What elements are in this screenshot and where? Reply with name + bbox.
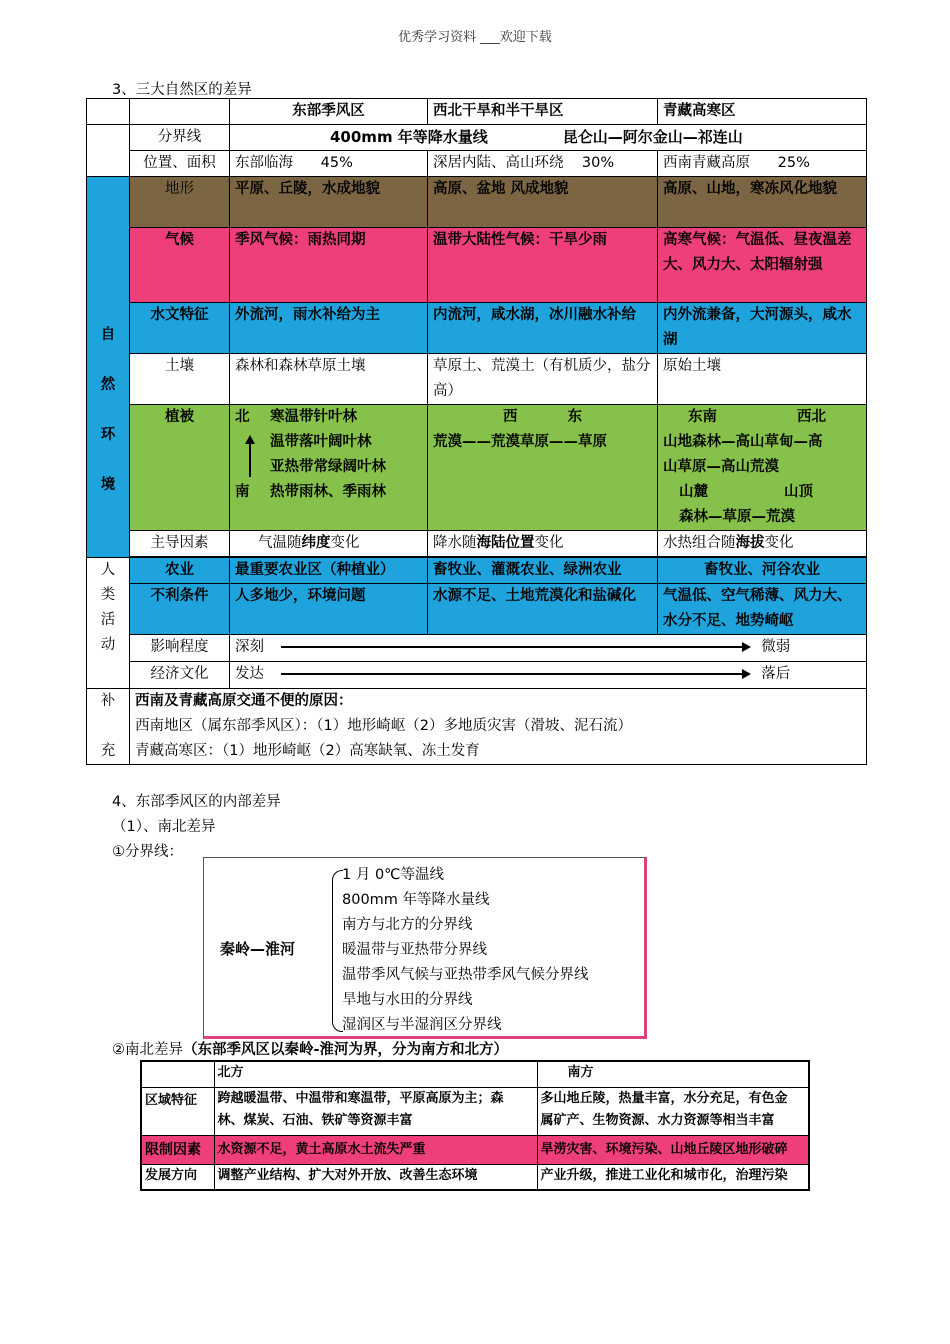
boundary-line-2: 昆仑山—阿尔金山—祁连山 [562, 128, 743, 146]
group-char: 补 [100, 693, 116, 709]
item-north-south-title [112, 1038, 508, 1059]
row-label-dominant: 主导因素 [130, 531, 230, 557]
soil-northwest: 草原土、荒漠土（有机质少，盐分高） [428, 354, 658, 405]
row-label-adverse: 不利条件 [130, 584, 230, 635]
vegetation-east [230, 405, 428, 531]
right-arrow-icon [281, 642, 751, 652]
vegetation-east-line: 热带雨林、季雨林 [270, 484, 386, 500]
group-char: 类 [100, 587, 116, 603]
agriculture-qingzang: 畜牧业、河谷农业 [658, 558, 867, 584]
direction-top: 山顶 [784, 484, 813, 500]
direction-southeast: 东南 [688, 409, 717, 425]
box-label: 秦岭—淮河 [220, 940, 296, 958]
dominant-key: 海拔 [735, 535, 765, 551]
features-north [214, 1087, 537, 1135]
row-label-economy: 经济文化 [130, 662, 230, 689]
text-line: 林、煤炭、石油、铁矿等资源丰富 [217, 1112, 413, 1128]
soil-east: 森林和森林草原土壤 [230, 354, 428, 405]
boundary-cell [230, 125, 867, 151]
box-item: 旱地与水田的分界线 [342, 992, 473, 1008]
dominant-qingzang [658, 531, 867, 557]
boundary-line-1: 400mm 年等降水量线 [330, 128, 488, 146]
box-item: 南方与北方的分界线 [342, 917, 473, 933]
climate-qingzang: 高寒气候：气温低、昼夜温差大、风力大、太阳辐射强 [658, 228, 867, 303]
north-south-table [140, 1060, 810, 1191]
vegetation-east-line: 温带落叶阔叶林 [270, 434, 372, 450]
group-char: 人 [100, 562, 116, 578]
group-char: 活 [100, 612, 116, 628]
position-east: 东部临海 45% [230, 151, 428, 177]
adverse-east: 人多地少，环境问题 [230, 584, 428, 635]
row-label-hydrology: 水文特征 [130, 303, 230, 354]
group-char: 然 [100, 376, 116, 393]
text-line: 多山地丘陵，热量丰富，水分充足，有色金 [540, 1090, 788, 1106]
row-label-soil: 土壤 [130, 354, 230, 405]
page-header: 优秀学习资料 ___欢迎下载 [398, 30, 552, 45]
influence-to: 微弱 [761, 639, 791, 655]
box-items [342, 863, 589, 1038]
position-northwest: 深居内陆、高山环绕 30% [428, 151, 658, 177]
dominant-key: 海陆位置 [476, 535, 535, 551]
section-3-title: 3、三大自然区的差异 [112, 82, 252, 98]
terrain-qingzang: 高原、山地，寒冻风化地貌 [658, 177, 867, 228]
position-qingzang: 西南青藏高原 25% [658, 151, 867, 177]
direction-east: 东 [567, 409, 582, 425]
features-south [537, 1087, 809, 1135]
col-head-northwest: 西北干旱和半干旱区 [428, 99, 658, 125]
group-char: 环 [100, 426, 116, 443]
item-north-south-note: （东部季风区以秦岭-淮河为界，分为南方和北方） [183, 1042, 509, 1058]
terrain-east: 平原、丘陵，水成地貌 [230, 177, 428, 228]
vegetation-east-line: 寒温带针叶林 [270, 409, 357, 425]
natural-regions-table [86, 98, 867, 765]
adverse-northwest: 水源不足、土地荒漠化和盐碱化 [428, 584, 658, 635]
row-label-terrain: 地形 [130, 177, 230, 228]
constraints-north: 水资源不足，黄土高原水土流失严重 [214, 1135, 537, 1164]
text-line: 跨越暖温带、中温带和寒温带，平原高原为主；森 [217, 1090, 504, 1106]
economy-to: 落后 [761, 666, 791, 682]
hydrology-northwest: 内流河，咸水湖，冰川融水补给 [428, 303, 658, 354]
box-item: 湿润区与半湿润区分界线 [342, 1017, 502, 1033]
dominant-text: 变化 [764, 535, 794, 551]
row-label-boundary: 分界线 [130, 125, 230, 151]
climate-northwest: 温带大陆性气候：干旱少雨 [428, 228, 658, 303]
col-head-east: 东部季风区 [230, 99, 428, 125]
dominant-text: 气温随 [258, 535, 302, 551]
col-head-north: 北方 [214, 1061, 537, 1087]
economy-from: 发达 [235, 666, 264, 682]
hydrology-qingzang: 内外流兼备，大河源头，咸水湖 [658, 303, 867, 354]
box-item: 1 月 0℃等温线 [342, 867, 444, 883]
influence-from: 深刻 [235, 639, 264, 655]
hydrology-east: 外流河，雨水补给为主 [230, 303, 428, 354]
subsection-title: （1）、南北差异 [112, 819, 216, 835]
dominant-text: 变化 [330, 535, 360, 551]
direction-northwest: 西北 [797, 409, 826, 425]
constraints-south: 旱涝灾害、环境污染、山地丘陵区地形破碎 [537, 1135, 809, 1164]
right-arrow-icon [281, 669, 751, 679]
row-label-features: 区域特征 [141, 1087, 214, 1135]
group-char: 境 [100, 476, 116, 493]
box-item: 温带季风气候与亚热带季风气候分界线 [342, 967, 589, 983]
row-label-constraints: 限制因素 [141, 1135, 214, 1164]
box-item: 暖温带与亚热带分界线 [342, 942, 487, 958]
dominant-northwest [428, 531, 658, 557]
group-char: 自 [100, 326, 116, 343]
text-line: 属矿产、生物资源、水力资源等相当丰富 [540, 1112, 775, 1128]
climate-east: 季风气候：雨热同期 [230, 228, 428, 303]
supplement-line: 西南地区（属东部季风区）：（1）地形崎岖（2）多地质灾害（滑坡、泥石流） [135, 718, 632, 734]
vegetation-qingzang-line: 森林—草原—荒漠 [679, 509, 795, 525]
soil-qingzang: 原始土壤 [658, 354, 867, 405]
col-head-south: 南方 [537, 1061, 809, 1087]
col-head-qingzang: 青藏高寒区 [658, 99, 867, 125]
adverse-qingzang: 气温低、空气稀薄、风力大、水分不足、地势崎岖 [658, 584, 867, 635]
row-label-direction: 发展方向 [141, 1164, 214, 1190]
economy-cell [230, 662, 867, 689]
south-label: 南 [235, 484, 250, 500]
dominant-text: 变化 [534, 535, 564, 551]
vegetation-qingzang-line: 山地森林—高山草甸—高 [663, 434, 823, 450]
row-label-agriculture: 农业 [130, 558, 230, 584]
dominant-text: 水热组合随 [663, 535, 736, 551]
natural-environment-group [87, 177, 130, 558]
vegetation-northwest-line: 荒漠——荒漠草原——草原 [433, 434, 607, 450]
agriculture-east: 最重要农业区（种植业） [230, 558, 428, 584]
direction-south: 产业升级，推进工业化和城市化，治理污染 [537, 1164, 809, 1190]
row-label-climate: 气候 [130, 228, 230, 303]
box-item: 800mm 年等降水量线 [342, 892, 490, 908]
supplement-group [87, 689, 130, 765]
direction-foot: 山麓 [679, 484, 708, 500]
item-boundary-title: ①分界线： [112, 844, 183, 860]
supplement-cell [130, 689, 867, 765]
group-char: 动 [100, 637, 116, 653]
dominant-text: 降水随 [433, 535, 477, 551]
row-label-vegetation: 植被 [130, 405, 230, 531]
vegetation-qingzang-line: 山草原—高山荒漠 [663, 459, 779, 475]
supplement-line: 青藏高寒区：（1）地形崎岖（2）高寒缺氧、冻土发育 [135, 743, 480, 759]
row-label-influence: 影响程度 [130, 635, 230, 662]
north-label: 北 [235, 409, 250, 425]
up-arrow-icon [245, 435, 255, 477]
supplement-title: 西南及青藏高原交通不便的原因： [135, 693, 353, 709]
direction-north: 调整产业结构、扩大对外开放、改善生态环境 [214, 1164, 537, 1190]
group-char: 充 [100, 743, 116, 759]
dominant-east [230, 531, 428, 557]
vegetation-east-line: 亚热带常绿阔叶林 [270, 459, 386, 475]
terrain-northwest: 高原、盆地 风成地貌 [428, 177, 658, 228]
direction-west: 西 [503, 409, 518, 425]
item-north-south-label: ②南北差异 [112, 1042, 183, 1058]
vegetation-qingzang [658, 405, 867, 531]
dominant-key: 纬度 [301, 535, 331, 551]
vegetation-northwest [428, 405, 658, 531]
influence-cell [230, 635, 867, 662]
row-label-position: 位置、面积 [130, 151, 230, 177]
section-4-title: 4、东部季风区的内部差异 [112, 794, 281, 810]
boundary-box [203, 857, 647, 1039]
human-activity-group [87, 558, 130, 689]
agriculture-northwest: 畜牧业、灌溉农业、绿洲农业 [428, 558, 658, 584]
